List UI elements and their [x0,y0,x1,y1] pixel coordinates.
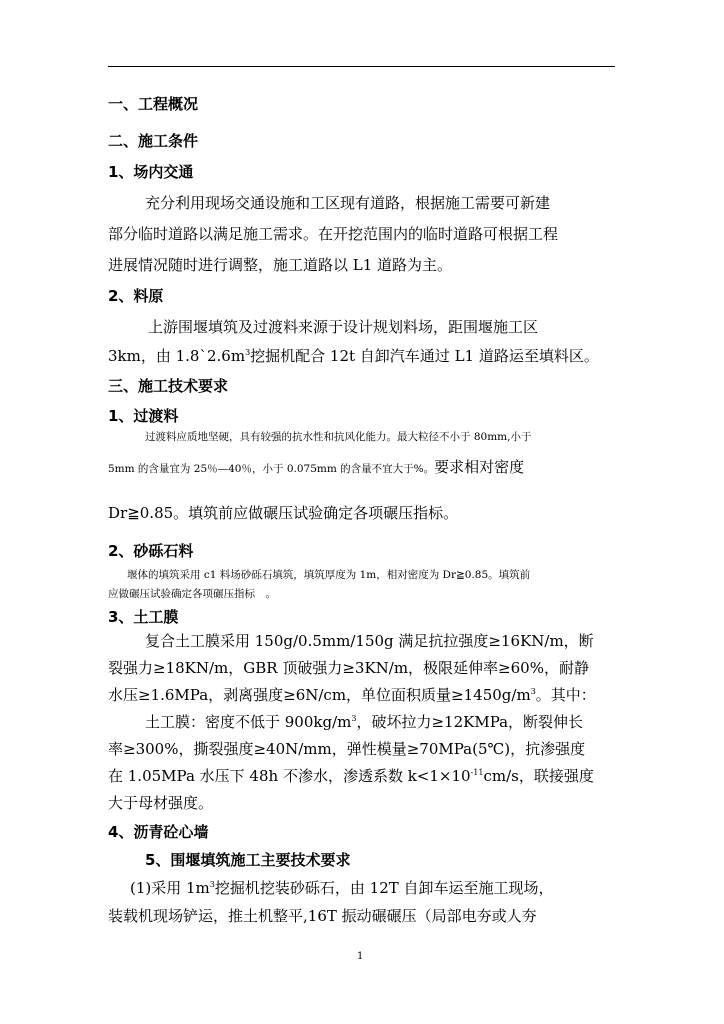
header-rule [108,66,615,67]
text-segment: 土工膜：密度不低于 900kg/m [145,713,352,731]
paragraph-line: 大于母材强度。 [108,794,214,812]
text-segment: 挖掘机挖装砂砾石，由 12T 自卸车运至施工现场， [214,879,554,897]
paragraph-line [145,712,583,732]
paragraph-line: 进展情况随时进行调整，施工道路以 L1 道路为主。 [108,256,453,274]
text-segment: 5mm 的含量宜为 25％—40％，小于 0.075mm 的含量不宜大于%。 [108,463,435,475]
paragraph-line: Dr≧0.85。填筑前应做碾压试验确定各项碾压指标。 [108,504,459,522]
heading-transition-material: 1、过渡料 [108,407,179,425]
paragraph-line: 堰体的填筑采用 c1 料场砂砾石填筑，填筑厚度为 1m，相对密度为 Dr≧0.85。填筑前 [127,569,531,581]
paragraph-line [108,766,594,786]
paragraph-line: 过渡料应质地坚硬，具有较强的抗水性和抗风化能力。最大粒径不小于 80mm,小于 [145,431,532,443]
superscript: 3 [530,687,536,696]
paragraph-line [108,457,524,479]
text-segment: cm/s，联接强度 [483,767,594,785]
paragraph-line [130,878,554,898]
paragraph-line: 裂强力≥18KN/m，GBR 顶破强力≥3KN/m，极限延伸率≥60%，耐静 [108,659,589,677]
superscript: 3 [209,880,215,889]
text-segment: 。其中： [535,686,596,704]
heading-cofferdam-requirements: 5、围堰填筑施工主要技术要求 [145,851,351,869]
paragraph-line: 上游围堰填筑及过渡料来源于设计规划料场，距围堰施工区 [148,318,539,336]
heading-technical-requirements: 三、施工技术要求 [108,377,229,395]
heading-material-source: 2、料原 [108,287,164,305]
heading-site-traffic: 1、场内交通 [108,163,194,181]
paragraph-line: 复合土工膜采用 150g/0.5mm/150g 满足抗拉强度≥16KN/m，断 [145,632,594,650]
text-segment: 要求相对密度 [434,458,525,476]
text-segment: 挖掘机配合 12t 自卸汽车通过 L1 道路运至填料区。 [250,347,599,365]
superscript: 3 [245,348,251,357]
superscript: -11 [470,768,484,777]
heading-asphalt-core-wall: 4、沥青砼心墙 [108,823,209,841]
paragraph-line: 应做碾压试验确定各项碾压指标 。 [108,588,276,600]
page-number: 1 [357,951,364,962]
heading-gravel-material: 2、砂砾石料 [108,542,194,560]
text-segment: 在 1.05MPa 水压下 48h 不渗水，渗透系数 k<1×10 [108,767,471,785]
paragraph-line: 充分利用现场交通设施和工区现有道路，根据施工需要可新建 [145,194,551,212]
paragraph-line [108,346,599,366]
superscript: 3 [351,714,357,723]
heading-geomembrane: 3、土工膜 [108,608,179,626]
heading-construction-conditions: 二、施工条件 [108,132,199,150]
text-segment: 3km，由 1.8`2.6m [108,347,246,365]
paragraph-line [108,685,596,705]
text-segment: 水压≥1.6MPa，剥离强度≥6N/cm，单位面积质量≥1450g/m [108,686,531,704]
paragraph-line: 部分临时道路以满足施工需求。在开挖范围内的临时道路可根据工程 [108,225,559,243]
text-segment: ，破坏拉力≥12KMPa，断裂伸长 [356,713,584,731]
text-segment: (1)采用 1m [130,879,210,897]
paragraph-line: 装载机现场铲运，推土机整平,16T 振动碾碾压（局部电夯或人夯 [108,907,537,925]
heading-project-overview: 一、工程概况 [108,95,199,113]
paragraph-line: 率≥300%，撕裂强度≥40N/mm，弹性模量≥70MPa(5℃)，抗渗强度 [108,740,586,758]
